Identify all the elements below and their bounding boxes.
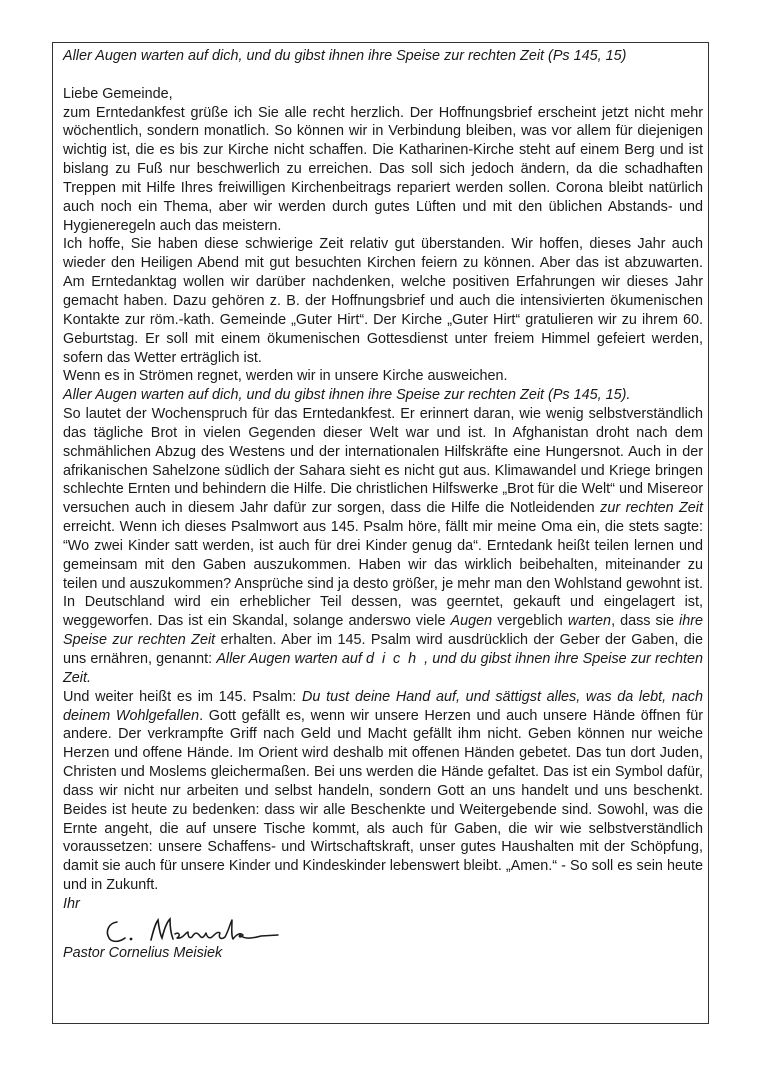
paragraph-psalm: Und weiter heißt es im 145. Psalm: Du tust deine Hand auf, und sättigst alles, was da lebt, nach deinem Wohlgefallen. Gott gefällt es, wenn wir unsere Herzen und auch unsere Hände öffnen für andere. Der verkrampfte Griff nach Geld und Macht gefällt ihm nicht. Geben können nur weiche Herzen und offene Hände. Im Orient wird deshalb mit offenen Händen gebetet. Das tun dort Juden, Christen und Moslems gleichermaßen. Bei uns werden die Hände gefaltet. Das ist ein Symbol dafür, dass wir nicht nur arbeiten und selbst handeln, sondern Gott an uns handelt und uns beschenkt. Beides ist heute zu bedenken: dass wir alle Beschenkte und Weitergebende sind. Sowohl, was die Ernte angeht, die auf unsere Tische kommt, als auch für Gaben, die wir wie selbstverständlich voraussetzen: unsere Schaffens- und Wirtschaftskraft, unser gutes Haushalten mit der Schöpfung, damit sie auch für unsere Kinder und Kindeskinder lebenswert bleibt. „Amen.“ - So soll es sein heute und in Zukunft. (63, 688, 704, 894)
motto-line: Aller Augen warten auf dich, und du gibst ihnen ihre Speise zur rechten Zeit (Ps 145, 15) (63, 48, 627, 64)
signer-name: Pastor Cornelius Meisiek (63, 944, 223, 961)
handwritten-signature (63, 914, 703, 944)
closing-word: Ihr (63, 895, 80, 912)
paragraph-wochenspruch: So lautet der Wochenspruch für das Erntedankfest. Er erinnert daran, wie wenig selbstverständlich das tägliche Brot in vielen Gegenden dieser Welt war und ist. In Afghanistan droht nach dem schmählichen Abzug des Westens und der internationalen Hilfskräfte eine Hungersnot. Auch in der afrikanischen Sahelzone südlich der Sahara sieht es nicht gut aus. Klimawandel und Kriege bringen schlechte Ernten und behindern die Hilfe. Die christlichen Hilfswerke „Brot für die Welt“ und Misereor versuchen auch in diesem Jahr dafür zur sorgen, dass die Hilfe die Notleidenden zur rechten Zeit erreicht. Wenn ich dieses Psalmwort aus 145. Psalm höre, fällt mir meine Oma ein, die stets sagte: “Wo zwei Kinder satt werden, ist auch für drei Kinder genug da“. Erntedank heißt teilen lernen und gemeinsam mit den Gaben auszukommen. Haben wir das wirklich beibehalten, miteinander zu teilen und auszukommen? Ansprüche sind ja desto größer, je mehr man den Wohlstand gewohnt ist. In Deutschland wird ein erheblicher Teil dessen, was geerntet, gekauft und eingelagert ist, weggeworfen. Das ist ein Skandal, solange anderswo viele Augen vergeblich warten, dass sie ihre Speise zur rechten Zeit erhalten. Aber im 145. Psalm wird ausdrücklich der Geber der Gaben, die uns ernähren, genannt: Aller Augen warten auf dich, und du gibst ihnen ihre Speise zur rechten Zeit. (63, 406, 704, 686)
motto-repeat: Aller Augen warten auf dich, und du gibst ihnen ihre Speise zur rechten Zeit (Ps 145, 15). (63, 387, 631, 404)
paragraph-intro: zum Erntedankfest grüße ich Sie alle recht herzlich. Der Hoffnungsbrief erscheint jetzt nicht mehr wöchentlich, sondern monatlich. So können wir in Verbindung bleiben, was vor allem für diejenigen wichtig ist, die es bis zur Kirche nicht schaffen. Die Katharinen-Kirche steht auf einem Berg und ist bislang zu Fuß nur beschwerlich zu erreichen. Das soll sich jedoch ändern, da die schadhaften Treppen mit Hilfe Ihres freiwilligen Kirchenbeitrags repariert werden sollen. Corona bleibt natürlich auch noch ein Thema, aber wir werden durch gutes Lüften und mit den üblichen Abstands- und Hygieneregeln auch das meistern. (63, 104, 703, 234)
paragraph-rain: Wenn es in Strömen regnet, werden wir in unsere Kirche ausweichen. (63, 368, 508, 385)
paragraph-hope: Ich hoffe, Sie haben diese schwierige Zeit relativ gut überstanden. Wir hoffen, dieses Jahr auch wieder den Heiligen Abend mit gut besuchten Kirchen feiern zu können. Aber das ist abzuwarten. Am Erntedanktag wollen wir darüber nachdenken, welche positiven Erfahrungen wir dieses Jahr gemacht haben. Dazu gehören z. B. der Hoffnungsbrief und auch die intensivierten ökumenischen Kontakte zur röm.-kath. Gemeinde „Guter Hirt“. Der Kirche „Guter Hirt“ gratulieren wir zu ihrem 60. Geburtstag. Er soll mit einem ökumenischen Gottesdienst unter freiem Himmel gefeiert werden, sofern das Wetter erträglich ist. (63, 236, 703, 366)
salutation: Liebe Gemeinde, (63, 85, 173, 102)
letter-body (63, 47, 703, 963)
